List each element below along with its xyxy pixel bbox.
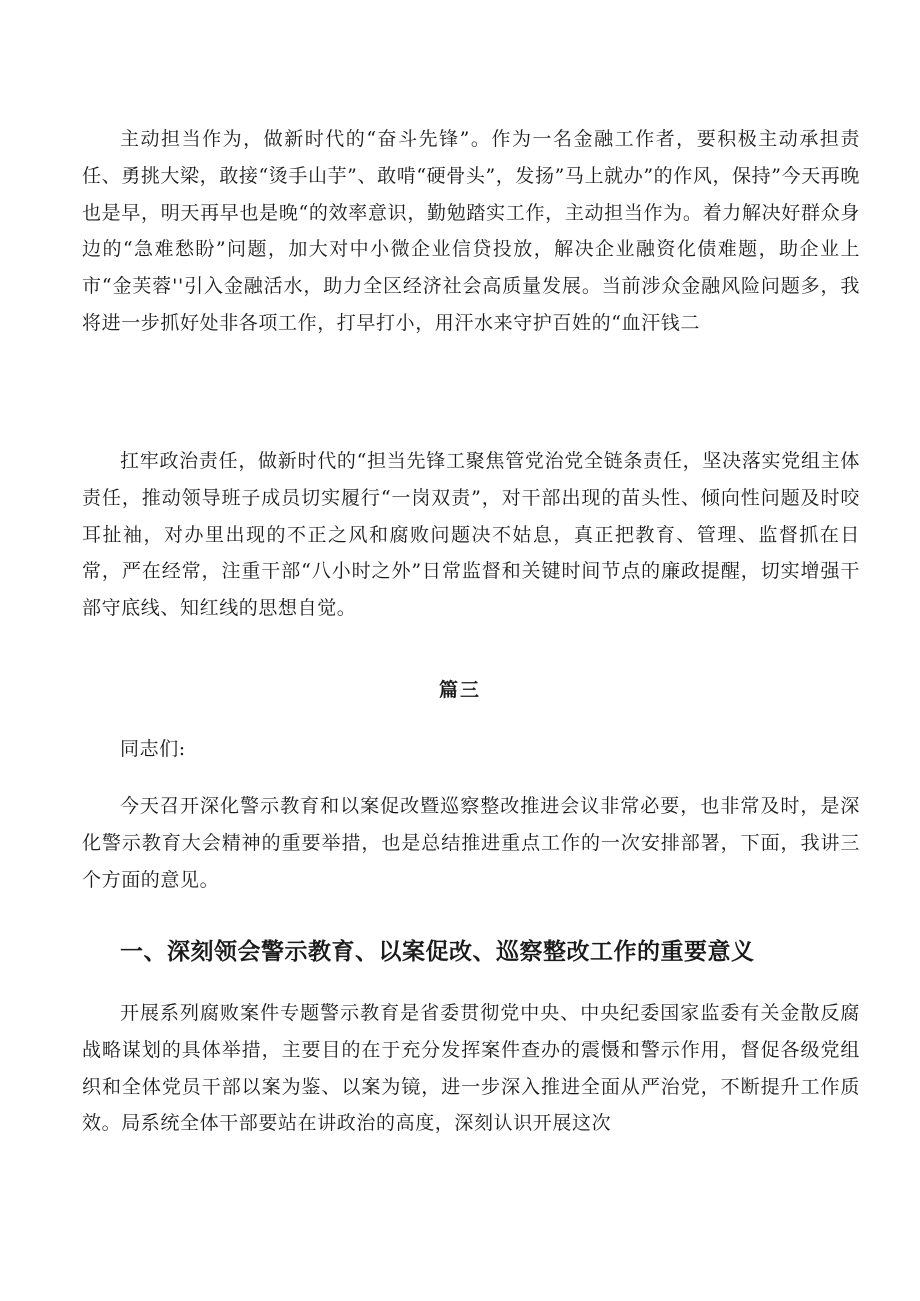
heading-1: 一、深刻领会警示教育、以案促改、巡察整改工作的重要意义	[120, 939, 755, 965]
paragraph-2: 扛牢政治责任，做新时代的“担当先锋工聚焦管党治党全链条责任，坚决落实党组主体责任，推动领导班子成员切实履行“一岗双责”，对干部出现的苗头性、倾向性问题及时咬耳扯袖，对办里出现的不正之风和腐败问题决不姑息，真正把教育、管理、监督抓在日常，严在经常，注重干部“八小时之外”日常监督和关键时间节点的廉政提醒，切实增强干部守底线、知红线的思想自觉。	[82, 450, 860, 620]
salutation: 同志们:	[120, 738, 186, 760]
section-title: 篇三	[438, 679, 481, 701]
paragraph-4: 开展系列腐败案件专题警示教育是省委贯彻党中央、中央纪委国家监委有关金散反腐战略谋划的具体举措，主要目的在于充分发挥案件查办的震慑和警示作用，督促各级党组织和全体党员干部以案为鉴、以案为镜，进一步深入推进全面从严治党，不断提升工作质效。局系统全体干部要站在讲政治的高度，深刻认识开展这次	[82, 1002, 860, 1135]
paragraph-1: 主动担当作为，做新时代的“奋斗先锋”。作为一名金融工作者，要积极主动承担责任、勇挑大梁，敢接“烫手山芋”、敢啃“硬骨头”，发扬”马上就办”的作风，保持”今天再晚也是早，明天再早也是晚“的效率意识，勤勉踏实工作，主动担当作为。着力解决好群众身边的“急难愁盼”问题，加大对中小微企业信贷投放，解决企业融资化债难题，助企业上市“金芙蓉''引入金融活水，助力全区经济社会高质量发展。当前涉众金融风险问题多，我将进一步抓好处非各项工作，打早打小，用汗水来守护百姓的“血汗钱二	[82, 128, 860, 334]
paragraph-3: 今天召开深化警示教育和以案促改暨巡察整改推进会议非常必要，也非常及时，是深化警示教育大会精神的重要举措，也是总结推进重点工作的一次安排部署，下面，我讲三个方面的意见。	[82, 795, 860, 891]
